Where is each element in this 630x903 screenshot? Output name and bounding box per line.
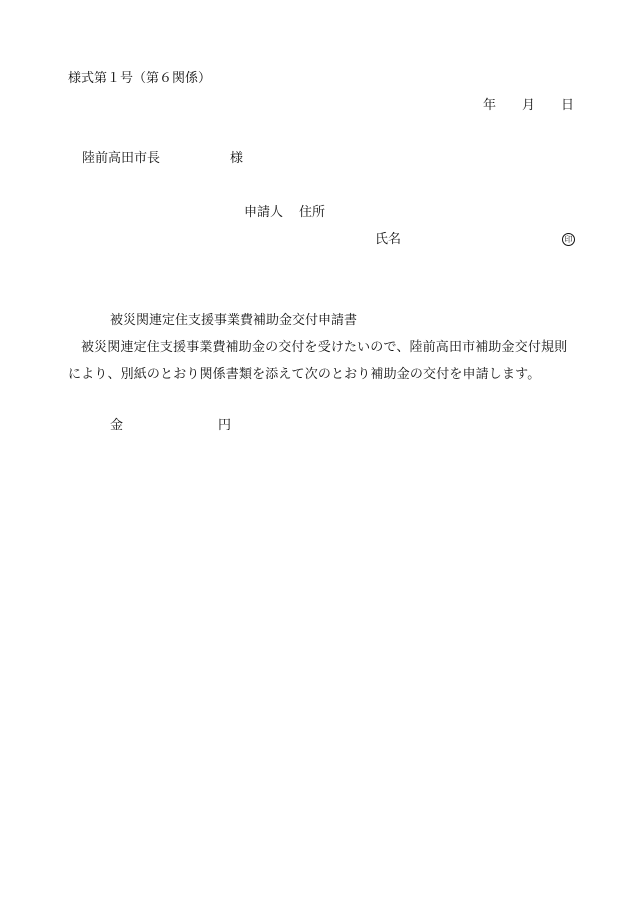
applicant-address-label: 住所: [299, 205, 326, 220]
amount-prefix: 金: [110, 418, 124, 433]
date-year-label: 年: [483, 98, 497, 113]
amount-line: [110, 419, 231, 432]
applicant-label: 申請人: [244, 205, 284, 220]
date-line: [483, 99, 574, 112]
document-title: 被災関連定住支援事業費補助金交付申請書: [110, 313, 358, 328]
addressee-mayor: 陸前高田市長: [82, 151, 161, 166]
applicant-address-line: [244, 206, 325, 219]
date-day-label: 日: [561, 98, 575, 113]
body-text-line-1: 被災関連定住支援事業費補助金の交付を受けたいので、陸前高田市補助金交付規則: [81, 340, 568, 355]
body-text-line-2: により、別紙のとおり関係書類を添えて次のとおり補助金の交付を申請します。: [68, 367, 541, 382]
seal-mark: 印: [562, 233, 575, 246]
date-month-label: 月: [522, 98, 536, 113]
form-number: 様式第１号（第６関係）: [68, 71, 212, 86]
amount-unit: 円: [218, 418, 232, 433]
addressee-honorific: 様: [230, 151, 244, 166]
addressee-line: [82, 152, 243, 165]
applicant-name-label: 氏名: [375, 232, 402, 247]
